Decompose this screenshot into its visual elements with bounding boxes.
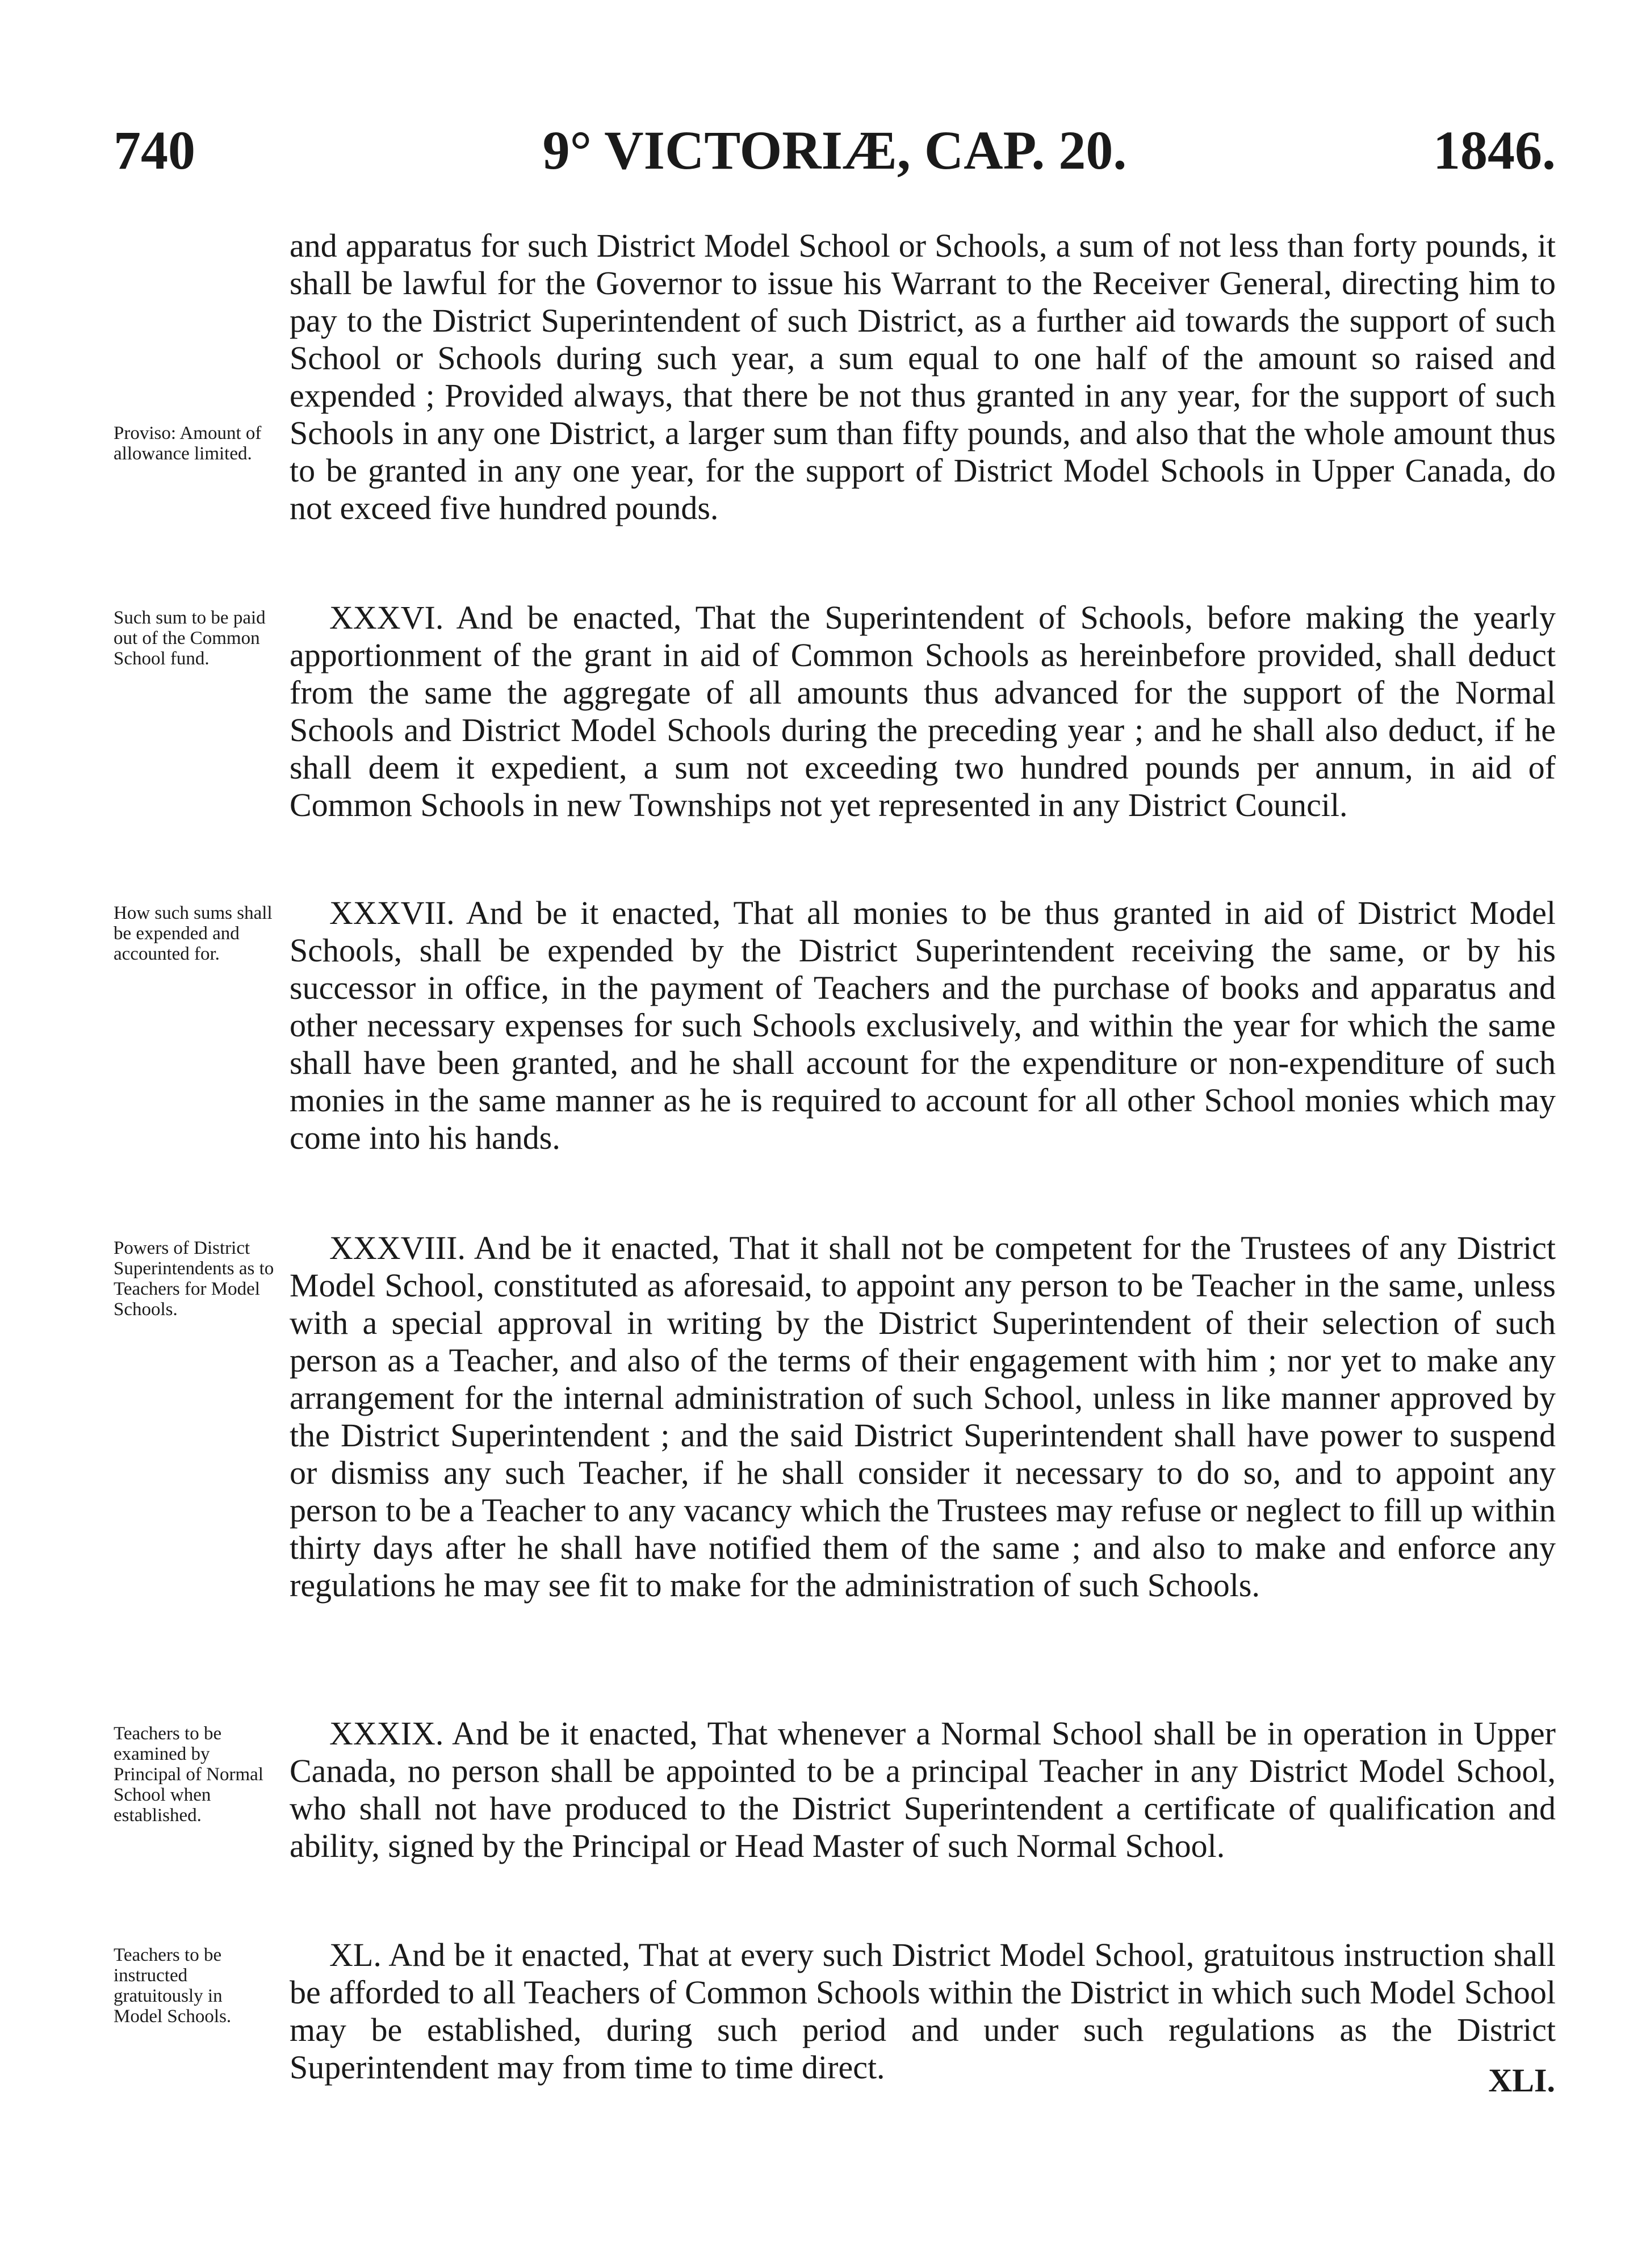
margin-note-proviso: Proviso: Amount of allowance limited. <box>114 423 262 464</box>
page-year: 1846. <box>1433 120 1556 181</box>
margin-note-xxxvii: How such sums shall be expended and accounted for. <box>114 903 273 964</box>
page-number: 740 <box>114 120 195 181</box>
page-header <box>114 116 1556 185</box>
section-xxxix: XXXIX. And be it enacted, That whenever a Normal School shall be in operation in Upper Canada, no person shall be appointed to be a principal Teacher in any District Model School, who shall not have produced to the District Superintendent a certificate of qualification and ability, signed by the Principal or Head Master of such Normal School. <box>290 1715 1556 1864</box>
section-xxxviii: XXXVIII. And be it enacted, That it shall not be competent for the Trustees of any District Model School, constituted as aforesaid, to appoint any person to be Teacher in the same, unless with a special approval in writing by the District Superintendent of their selection of such person as a Teacher, and also of the terms of their engagement with him ; nor yet to make any arrangement for the internal administration of such School, unless in like manner approved by the District Superintendent ; and the said District Superintendent shall have power to suspend or dismiss any such Teacher, if he shall consider it necessary to do so, and to appoint any person to be a Teacher to any vacancy which the Trustees may refuse or neglect to fill up within thirty days after he shall have notified them of the same ; and also to make and enforce any regulations he may see fit to make for the administration of such Schools. <box>290 1229 1556 1604</box>
margin-note-xl: Teachers to be instructed gratuitously in Model Schools. <box>114 1945 232 2027</box>
margin-note-xxxix: Teachers to be examined by Principal of Normal School when established. <box>114 1723 263 1826</box>
margin-note-xxxvi: Such sum to be paid out of the Common School fund. <box>114 608 266 669</box>
paragraph-continuation: and apparatus for such District Model School or Schools, a sum of not less than forty pounds, it shall be lawful for the Governor to issue his Warrant to the Receiver General, directing him to pay to the District Superintendent of such District, as a further aid towards the support of such School or Schools during such year, a sum equal to one half of the amount so raised and expended ; Provided always, that there be not thus granted in any year, for the support of such Schools in any one District, a larger sum than fifty pounds, and also that the whole amount thus to be granted in any one year, for the support of District Model Schools in Upper Canada, do not exceed five hundred pounds. <box>290 227 1556 526</box>
section-xxxvii: XXXVII. And be it enacted, That all monies to be thus granted in aid of District Model Schools, shall be expended by the District Superintendent receiving the same, or by his successor in office, in the payment of Teachers and the purchase of books and apparatus and other necessary expenses for such Schools exclusively, and within the year for which the same shall have been granted, and he shall account for the expenditure or non-expenditure of such monies in the same manner as he is required to account for all other School monies which may come into his hands. <box>290 894 1556 1156</box>
section-xl: XL. And be it enacted, That at every such District Model School, gratuitous instruction shall be afforded to all Teachers of Common Schools within the District in which such Model School may be established, during such period and under such regulations as the District Superintendent may from time to time direct. <box>290 1936 1556 2086</box>
catchword: XLI. <box>1488 2062 1555 2099</box>
section-xxxvi: XXXVI. And be enacted, That the Superintendent of Schools, before making the yearly apportionment of the grant in aid of Common Schools as hereinbefore provided, shall deduct from the same the aggregate of all amounts thus advanced for the support of the Normal Schools and District Model Schools during the preceding year ; and he shall also deduct, if he shall deem it expedient, a sum not exceeding two hundred pounds per annum, in aid of Common Schools in new Townships not yet represented in any District Council. <box>290 599 1556 823</box>
page-title: 9° VICTORIÆ, CAP. 20. <box>542 120 1127 181</box>
margin-note-xxxviii: Powers of District Superintendents as to Teachers for Model Schools. <box>114 1238 274 1320</box>
